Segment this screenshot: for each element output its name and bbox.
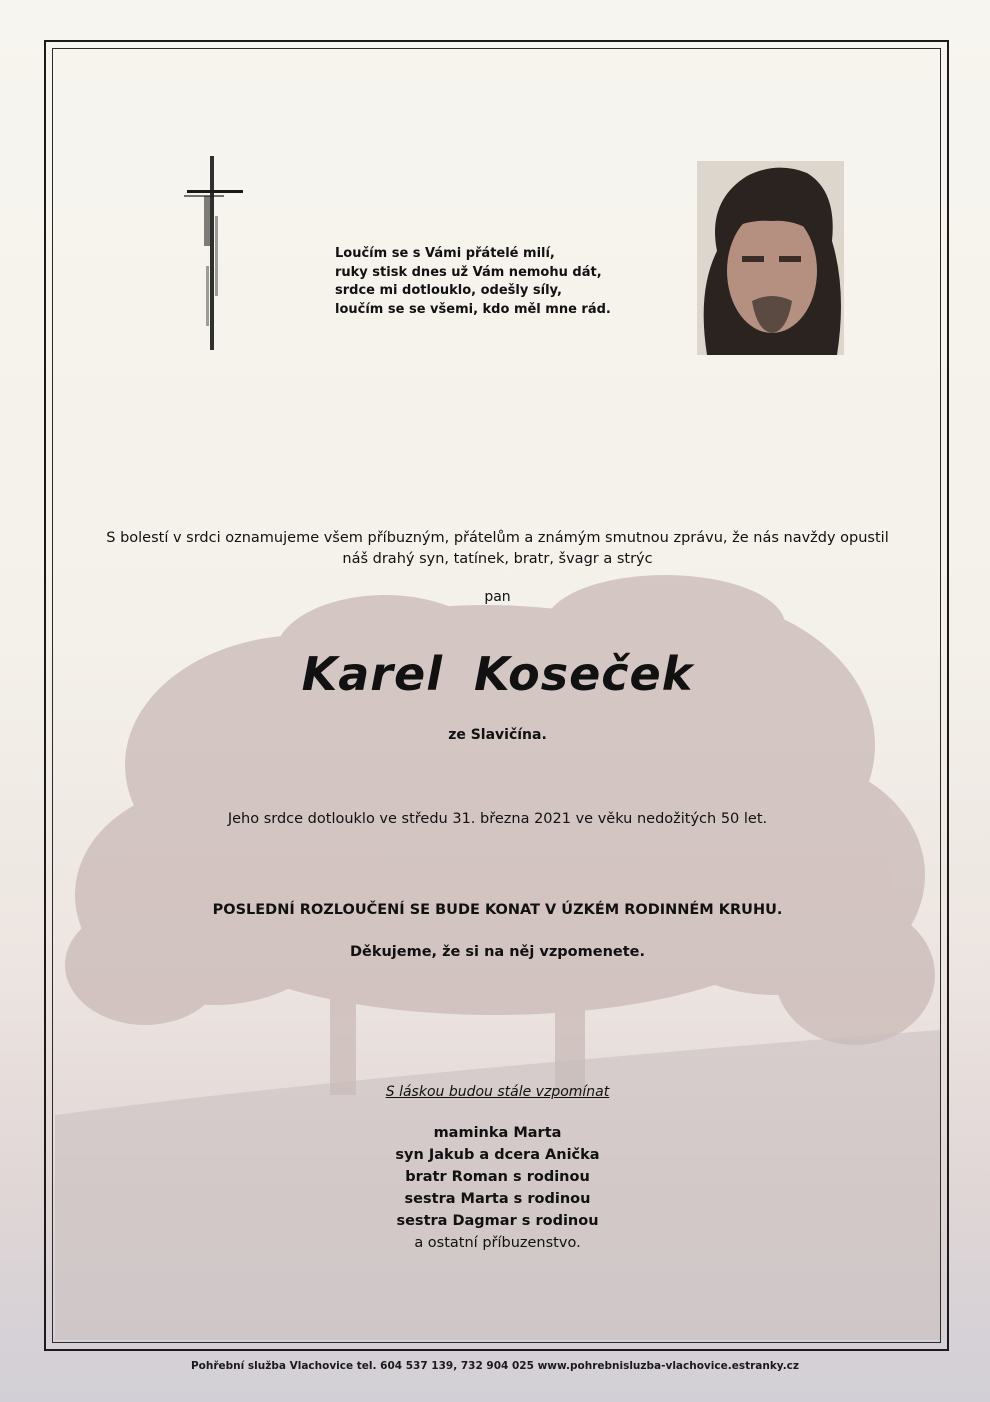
thanks-note: Děkujeme, že si na něj vzpomenete. (349, 944, 646, 960)
mourner-item: syn Jakub a dcera Anička (395, 1147, 600, 1163)
poem-line: Loučím se s Vámi přátelé milí, (335, 246, 555, 261)
poem-line: loučím se se všemi, kdo měl mne rád. (335, 301, 611, 317)
portrait-photo (697, 161, 844, 355)
mourner-item: sestra Dagmar s rodinou (396, 1213, 599, 1229)
intro-line: náš drahý syn, tatínek, bratr, švagr a strýc (342, 551, 653, 567)
intro-line: S bolestí v srdci oznamujeme všem příbuzným, přátelům a známým smutnou zprávu, že nás navždy opustil (106, 530, 889, 546)
mourner-item: a ostatní příbuzenstvo. (414, 1235, 581, 1251)
deceased-origin: ze Slavičína. (448, 727, 547, 743)
farewell-notice: POSLEDNÍ ROZLOUČENÍ SE BUDE KONAT V ÚZKÉM RODINNÉM KRUHU. (212, 902, 783, 918)
poem-line: srdce mi dotlouklo, odešly síly, (335, 283, 562, 298)
mourner-item: maminka Marta (433, 1125, 562, 1141)
cross-icon (182, 156, 246, 350)
mourners-heading: S láskou budou stále vzpomínat (385, 1084, 610, 1100)
funeral-service-footer: Pohřební služba Vlachovice tel. 604 537 139, 732 904 025 www.pohrebnisluzba-vlachovice.estranky.cz (190, 1360, 800, 1372)
mourner-item: sestra Marta s rodinou (404, 1191, 591, 1207)
death-information: Jeho srdce dotlouklo ve středu 31. března 2021 ve věku nedožitých 50 let. (227, 811, 768, 827)
announcement-intro (60, 528, 935, 570)
salutation: pan (484, 589, 511, 605)
mourner-item: bratr Roman s rodinou (405, 1169, 590, 1185)
deceased-name: Karel Koseček (301, 647, 694, 701)
memorial-poem (335, 245, 655, 319)
mourners-list (60, 1122, 935, 1254)
poem-line: ruky stisk dnes už Vám nemohu dát, (335, 264, 602, 280)
